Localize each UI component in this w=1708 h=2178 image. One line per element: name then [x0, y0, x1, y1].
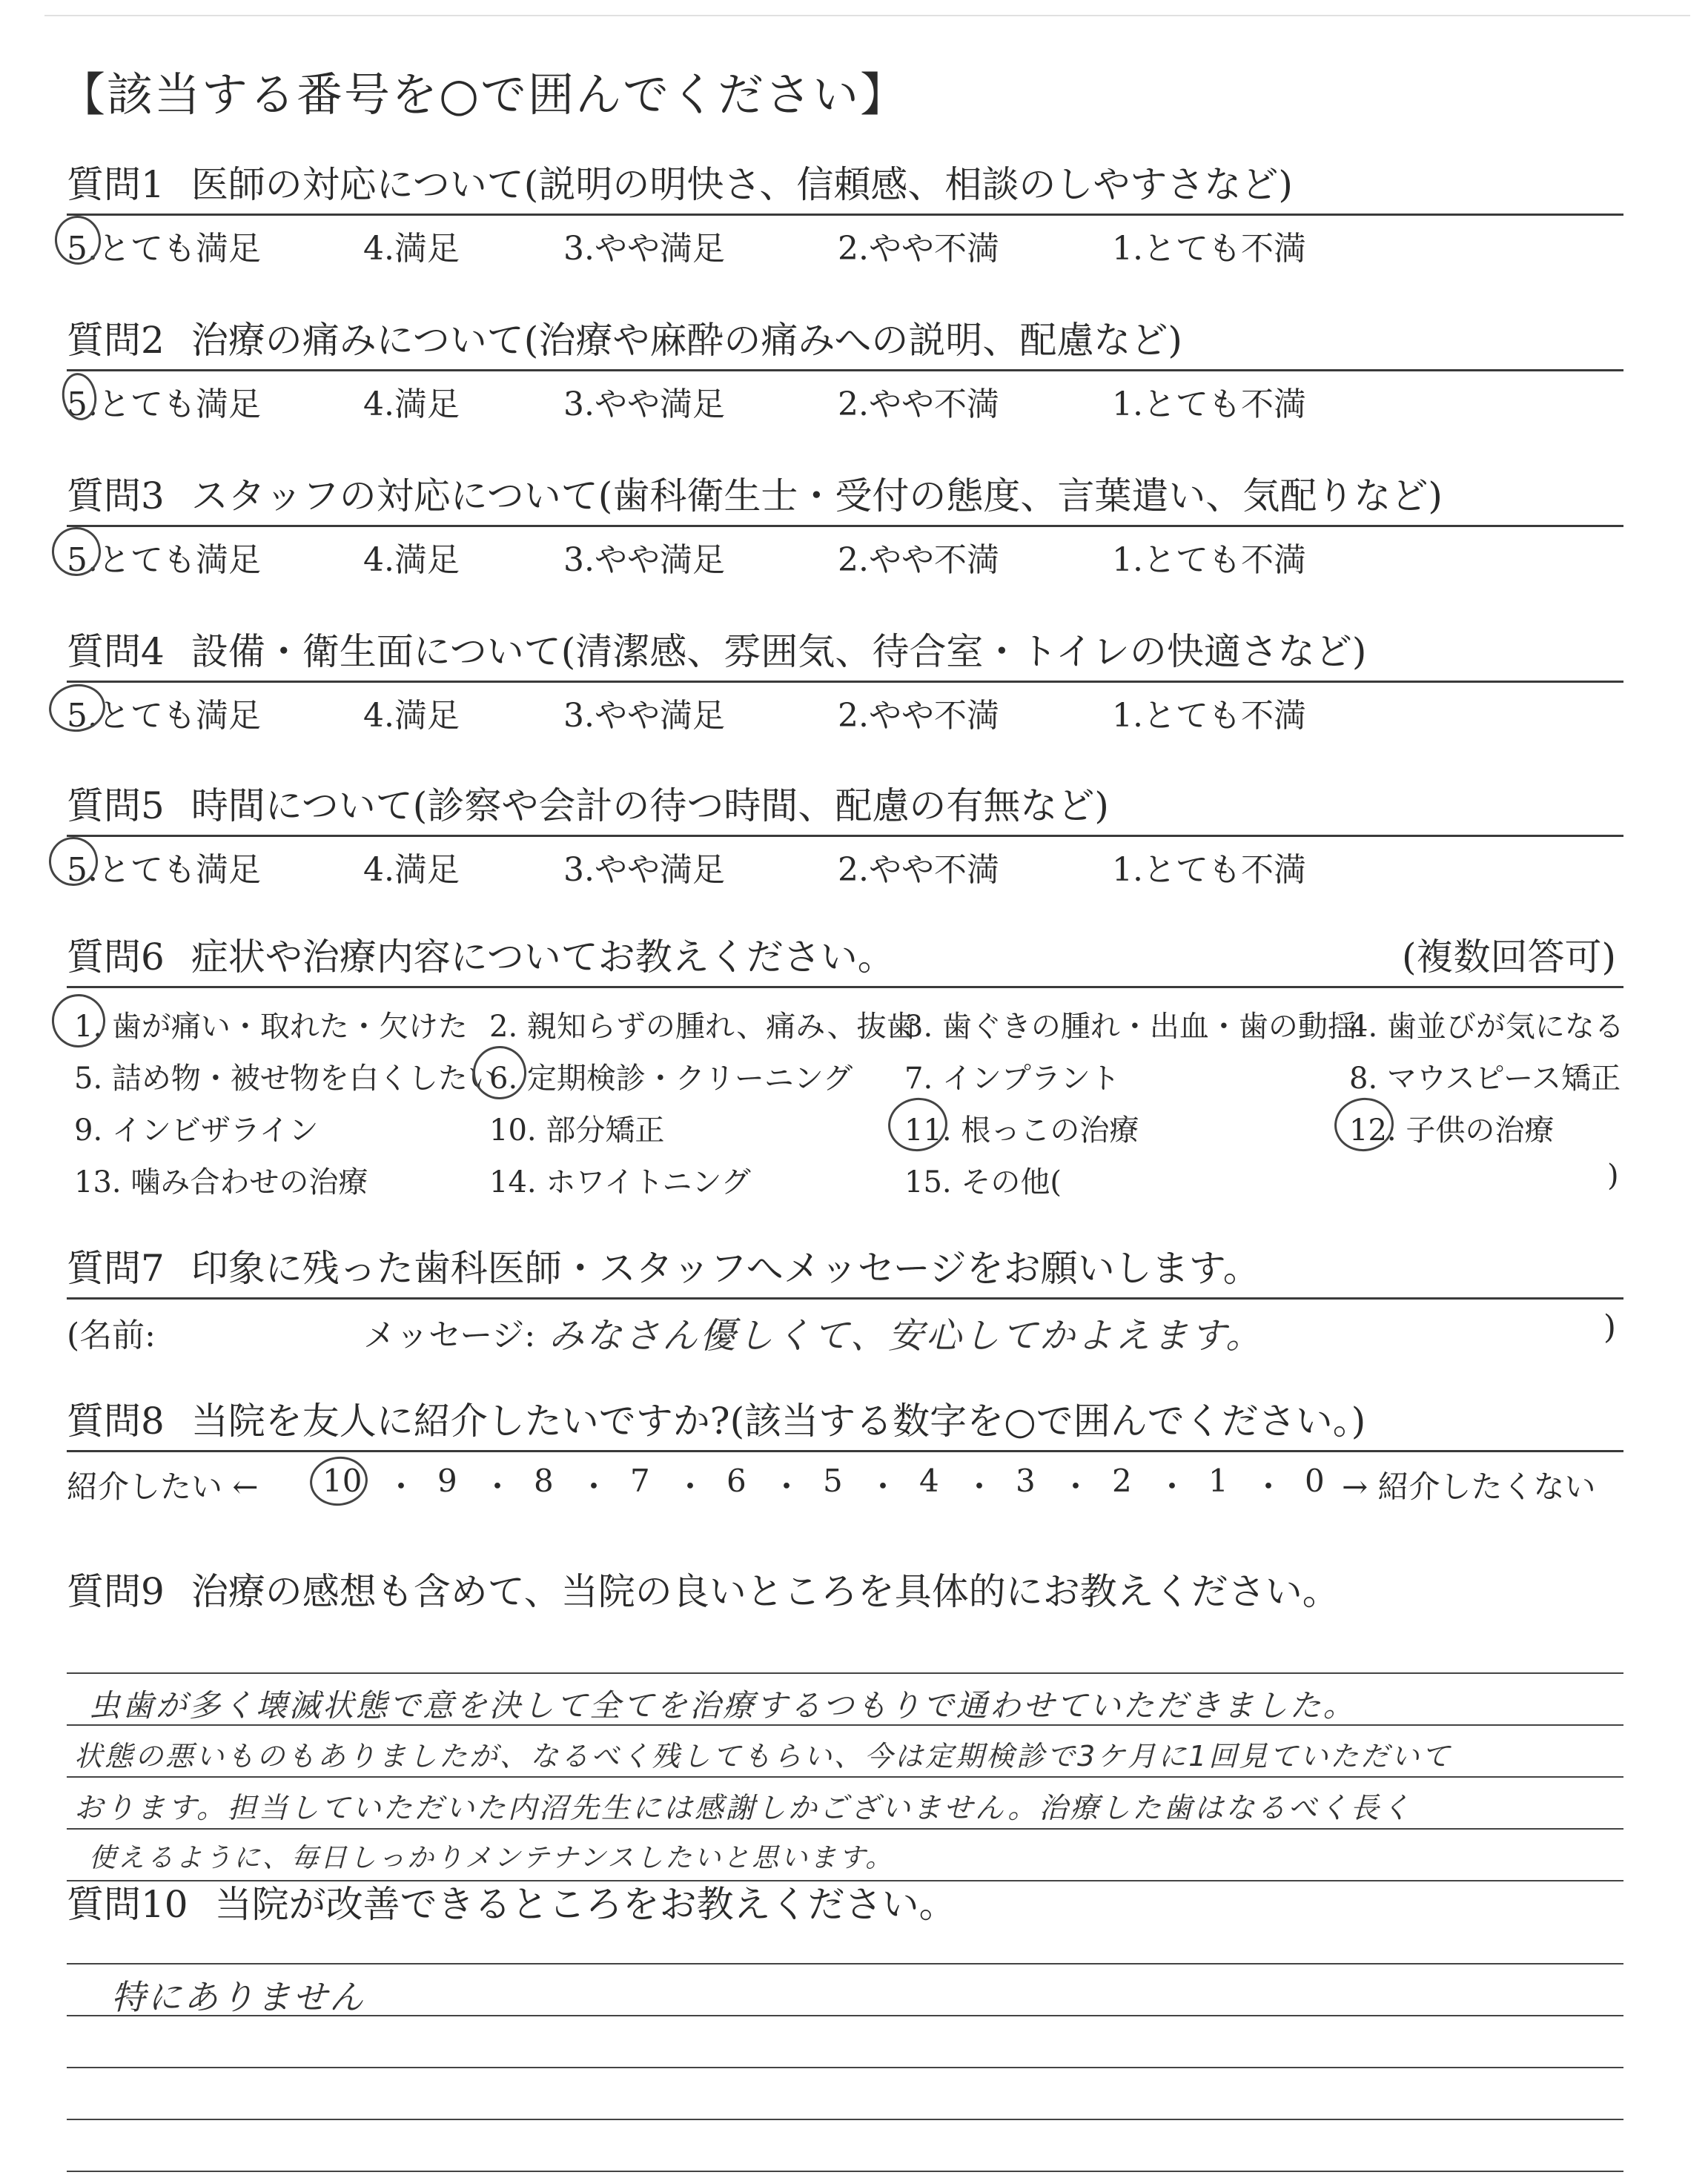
question-number: 質問1 — [67, 163, 165, 206]
question-text: 治療の感想も含めて、当院の良いところを具体的にお教えください。 — [191, 1570, 1340, 1613]
question-1 — [67, 156, 1623, 271]
message-field[interactable]: みなさん優しくて、安心してかよえます。 — [549, 1315, 1264, 1357]
symptom-option-14[interactable]: 14. ホワイトニング — [489, 1165, 751, 1199]
score-4[interactable]: 4 — [919, 1463, 939, 1499]
dot: ・ — [1253, 1469, 1285, 1505]
option-2[interactable]: 2.やや不満 — [838, 697, 999, 735]
question-7 — [67, 1239, 1623, 1359]
answer-line — [67, 1963, 1623, 1964]
option-1[interactable]: 1.とても不満 — [1112, 385, 1306, 423]
question-4 — [67, 623, 1623, 738]
answer-line — [67, 1672, 1623, 1674]
handwritten-answer-line: 状態の悪いものもありましたが、なるべく残してもらい、今は定期検診で3ケ月に1回見ていただいて — [74, 1740, 1452, 1772]
question-number: 質問9 — [67, 1570, 165, 1613]
recommend-right-label: → 紹介したくない — [1342, 1469, 1596, 1505]
question-number: 質問3 — [67, 474, 165, 517]
option-5[interactable]: 5.とても満足 — [67, 851, 261, 889]
question-text: スタッフの対応について(歯科衛生士・受付の態度、言葉遣い、気配りなど) — [191, 474, 1443, 517]
option-3[interactable]: 3.やや満足 — [563, 541, 725, 579]
option-5[interactable]: 5.とても満足 — [67, 230, 261, 268]
option-1[interactable]: 1.とても不満 — [1112, 851, 1306, 889]
option-4[interactable]: 4.満足 — [363, 851, 460, 889]
question-text: 当院を友人に紹介したいですか?(該当する数字を○で囲んでください。) — [191, 1400, 1366, 1443]
question-text: 当院が改善できるところをお教えください。 — [214, 1883, 956, 1926]
handwritten-answer-line: 虫歯が多く壊滅状態で意を決して全てを治療するつもりで通わせていただきました。 — [89, 1687, 1357, 1724]
score-10[interactable]: 10 — [322, 1463, 363, 1499]
symptom-option-9[interactable]: 9. インビザライン — [74, 1113, 319, 1148]
dot: ・ — [482, 1469, 514, 1505]
message-label: メッセージ: — [363, 1317, 536, 1354]
question-number: 質問5 — [67, 784, 165, 827]
question-number: 質問2 — [67, 319, 165, 362]
option-4[interactable]: 4.満足 — [363, 230, 460, 268]
message-row — [67, 1300, 1623, 1359]
option-4[interactable]: 4.満足 — [363, 385, 460, 423]
selection-circle — [307, 1453, 371, 1509]
question-6 — [67, 928, 1623, 1203]
question-text: 医師の対応について(説明の明快さ、信頼感、相談のしやすさなど) — [191, 163, 1293, 206]
other-close-paren: ) — [1607, 1159, 1619, 1193]
answer-options — [67, 216, 1623, 271]
name-label: (名前: — [67, 1317, 156, 1354]
option-3[interactable]: 3.やや満足 — [563, 851, 725, 889]
question-3 — [67, 467, 1623, 582]
answer-options — [67, 371, 1623, 426]
score-3[interactable]: 3 — [1016, 1463, 1036, 1499]
question-text: 時間について(診察や会計の待つ時間、配慮の有無など) — [191, 784, 1109, 827]
option-2[interactable]: 2.やや不満 — [838, 541, 999, 579]
symptom-option-2[interactable]: 2. 親知らずの腫れ、痛み、抜歯 — [489, 1010, 916, 1044]
answer-line — [67, 2171, 1623, 2172]
page-top-border — [44, 15, 1690, 16]
dot: ・ — [675, 1469, 706, 1505]
score-5[interactable]: 5 — [823, 1463, 843, 1499]
multiple-answer-note: (複数回答可) — [1401, 936, 1616, 979]
option-4[interactable]: 4.満足 — [363, 697, 460, 735]
symptom-options — [67, 988, 1623, 1203]
score-6[interactable]: 6 — [726, 1463, 747, 1499]
question-5 — [67, 777, 1623, 892]
question-10 — [67, 1876, 1623, 2178]
answer-options — [67, 837, 1623, 892]
answer-line — [67, 1776, 1623, 1778]
option-5[interactable]: 5.とても満足 — [67, 697, 261, 735]
dot: ・ — [771, 1469, 803, 1505]
answer-lines — [67, 1621, 1623, 1917]
score-9[interactable]: 9 — [437, 1463, 457, 1499]
recommend-scale — [67, 1452, 1623, 1512]
option-2[interactable]: 2.やや不満 — [838, 385, 999, 423]
answer-options — [67, 683, 1623, 738]
question-number: 質問6 — [67, 936, 165, 979]
option-2[interactable]: 2.やや不満 — [838, 851, 999, 889]
symptom-option-12[interactable]: 12. 子供の治療 — [1349, 1113, 1555, 1148]
recommend-left-label: 紹介したい ← — [67, 1469, 259, 1505]
score-2[interactable]: 2 — [1112, 1463, 1132, 1499]
handwritten-answer-line: 特にありません — [111, 1977, 365, 2017]
symptom-option-3[interactable]: 3. 歯ぐきの腫れ・出血・歯の動揺 — [904, 1010, 1357, 1044]
score-8[interactable]: 8 — [534, 1463, 554, 1499]
question-text: 治療の痛みについて(治療や麻酔の痛みへの説明、配慮など) — [191, 319, 1182, 362]
page-title: 【該当する番号を○で囲んでください】 — [59, 67, 908, 122]
answer-line — [67, 2119, 1623, 2120]
question-text: 設備・衛生面について(清潔感、雰囲気、待合室・トイレの快適さなど) — [191, 630, 1367, 673]
option-2[interactable]: 2.やや不満 — [838, 230, 999, 268]
symptom-option-7[interactable]: 7. インプラント — [904, 1062, 1120, 1096]
question-2 — [67, 311, 1623, 426]
handwritten-answer-line: おります。担当していただいた内沼先生には感謝しかございません。治療した歯はなるべく長く — [74, 1792, 1413, 1825]
symptom-option-8[interactable]: 8. マウスピース矯正 — [1349, 1062, 1621, 1096]
symptom-option-5[interactable]: 5. 詰め物・被せ物を白くしたい — [74, 1062, 497, 1096]
option-1[interactable]: 1.とても不満 — [1112, 541, 1306, 579]
symptom-option-13[interactable]: 13. 噛み合わせの治療 — [74, 1165, 368, 1199]
answer-line — [67, 2067, 1623, 2068]
option-5[interactable]: 5.とても満足 — [67, 385, 261, 423]
option-3[interactable]: 3.やや満足 — [563, 697, 725, 735]
question-text: 印象に残った歯科医師・スタッフへメッセージをお願いします。 — [191, 1247, 1260, 1290]
option-3[interactable]: 3.やや満足 — [563, 385, 725, 423]
dot: ・ — [867, 1469, 899, 1505]
score-1[interactable]: 1 — [1208, 1463, 1228, 1499]
option-4[interactable]: 4.満足 — [363, 541, 460, 579]
question-number: 質問10 — [67, 1883, 188, 1926]
answer-lines — [67, 1933, 1623, 2178]
option-5[interactable]: 5.とても満足 — [67, 541, 261, 579]
question-number: 質問8 — [67, 1400, 165, 1443]
dot: ・ — [385, 1469, 417, 1505]
symptom-option-11[interactable]: 11. 根っこの治療 — [904, 1113, 1139, 1148]
question-number: 質問7 — [67, 1247, 165, 1290]
answer-line — [67, 1828, 1623, 1830]
question-text: 症状や治療内容についてお教えください。 — [191, 936, 895, 979]
symptom-option-6[interactable]: 6. 定期検診・クリーニング — [489, 1062, 853, 1096]
close-paren: ) — [1603, 1308, 1616, 1346]
score-0[interactable]: 0 — [1305, 1463, 1325, 1499]
dot: ・ — [1156, 1469, 1188, 1505]
dot: ・ — [1060, 1469, 1092, 1505]
symptom-option-10[interactable]: 10. 部分矯正 — [489, 1113, 665, 1148]
dot: ・ — [964, 1469, 996, 1505]
symptom-option-1[interactable]: 1. 歯が痛い・取れた・欠けた — [74, 1010, 468, 1044]
dot: ・ — [578, 1469, 610, 1505]
answer-options — [67, 527, 1623, 582]
option-1[interactable]: 1.とても不満 — [1112, 230, 1306, 268]
score-7[interactable]: 7 — [630, 1463, 650, 1499]
question-9 — [67, 1563, 1623, 1917]
question-number: 質問4 — [67, 630, 165, 673]
symptom-option-15[interactable]: 15. その他( — [904, 1165, 1062, 1199]
handwritten-answer-line: 使えるように、毎日しっかりメンテナンスしたいと思います。 — [89, 1843, 895, 1873]
option-3[interactable]: 3.やや満足 — [563, 230, 725, 268]
option-1[interactable]: 1.とても不満 — [1112, 697, 1306, 735]
symptom-option-4[interactable]: 4. 歯並びが気になる — [1349, 1010, 1624, 1044]
question-8 — [67, 1392, 1623, 1512]
